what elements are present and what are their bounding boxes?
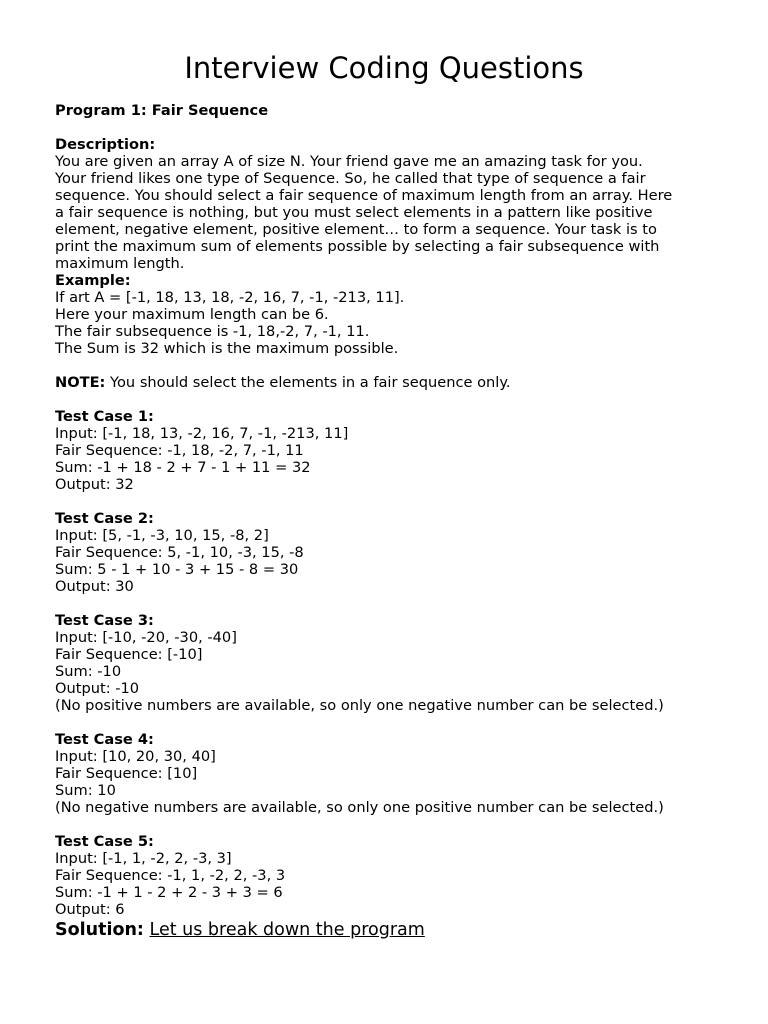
test-case-line: (No positive numbers are available, so only one negative number can be selected.) bbox=[55, 697, 664, 714]
test-case-5 bbox=[55, 833, 735, 918]
test-case-line: Input: [-1, 1, -2, 2, -3, 3] bbox=[55, 850, 232, 867]
test-case-4 bbox=[55, 731, 735, 816]
solution-label: Solution: bbox=[55, 920, 144, 940]
document-body bbox=[55, 102, 735, 941]
test-case-label: Test Case 3: bbox=[55, 612, 154, 629]
note-text: You should select the elements in a fair sequence only. bbox=[105, 374, 511, 391]
test-case-line: Sum: 10 bbox=[55, 782, 116, 799]
description-line: element, negative element, positive element… to form a sequence. Your task is to bbox=[55, 221, 657, 238]
test-case-label: Test Case 4: bbox=[55, 731, 154, 748]
description-line: sequence. You should select a fair sequence of maximum length from an array. Here bbox=[55, 187, 673, 204]
test-case-label: Test Case 2: bbox=[55, 510, 154, 527]
description-line: maximum length. bbox=[55, 255, 185, 272]
test-case-line: Fair Sequence: 5, -1, 10, -3, 15, -8 bbox=[55, 544, 304, 561]
spacer bbox=[55, 714, 735, 731]
spacer bbox=[55, 493, 735, 510]
test-case-line: Sum: -1 + 1 - 2 + 2 - 3 + 3 = 6 bbox=[55, 884, 283, 901]
spacer bbox=[55, 391, 735, 408]
test-case-line: Output: -10 bbox=[55, 680, 140, 697]
description-line: Your friend likes one type of Sequence. So, he called that type of sequence a fair bbox=[55, 170, 646, 187]
page-title: Interview Coding Questions bbox=[184, 51, 584, 85]
description-line: print the maximum sum of elements possible by selecting a fair subsequence with bbox=[55, 238, 660, 255]
test-case-1 bbox=[55, 408, 735, 493]
test-case-line: (No negative numbers are available, so only one positive number can be selected.) bbox=[55, 799, 664, 816]
test-case-label: Test Case 1: bbox=[55, 408, 154, 425]
solution-link[interactable]: Let us break down the program bbox=[149, 920, 425, 940]
example-line: Here your maximum length can be 6. bbox=[55, 306, 329, 323]
note bbox=[55, 374, 735, 391]
test-case-3 bbox=[55, 612, 735, 714]
description-label: Description: bbox=[55, 136, 156, 153]
test-case-line: Output: 30 bbox=[55, 578, 134, 595]
test-case-2 bbox=[55, 510, 735, 595]
description-line: a fair sequence is nothing, but you must select elements in a pattern like positive bbox=[55, 204, 653, 221]
example-line: If art A = [-1, 18, 13, 18, -2, 16, 7, -1, -213, 11]. bbox=[55, 289, 405, 306]
spacer bbox=[55, 816, 735, 833]
example-label: Example: bbox=[55, 272, 131, 289]
test-case-label: Test Case 5: bbox=[55, 833, 154, 850]
test-case-line: Output: 6 bbox=[55, 901, 125, 918]
solution bbox=[55, 919, 735, 941]
spacer bbox=[55, 595, 735, 612]
description-section bbox=[55, 136, 735, 272]
test-case-line: Output: 32 bbox=[55, 476, 134, 493]
test-case-line: Sum: -10 bbox=[55, 663, 122, 680]
description-line: You are given an array A of size N. Your friend gave me an amazing task for you. bbox=[55, 153, 643, 170]
test-case-line: Input: [10, 20, 30, 40] bbox=[55, 748, 216, 765]
test-case-line: Fair Sequence: -1, 18, -2, 7, -1, 11 bbox=[55, 442, 304, 459]
test-case-line: Fair Sequence: [10] bbox=[55, 765, 198, 782]
test-case-line: Sum: -1 + 18 - 2 + 7 - 1 + 11 = 32 bbox=[55, 459, 311, 476]
program-heading: Program 1: Fair Sequence bbox=[55, 102, 269, 119]
note-label: NOTE: bbox=[55, 374, 106, 391]
test-case-line: Fair Sequence: -1, 1, -2, 2, -3, 3 bbox=[55, 867, 286, 884]
example-line: The Sum is 32 which is the maximum possible. bbox=[55, 340, 399, 357]
spacer bbox=[55, 119, 735, 136]
test-case-line: Input: [-1, 18, 13, -2, 16, 7, -1, -213, 11] bbox=[55, 425, 349, 442]
test-case-line: Fair Sequence: [-10] bbox=[55, 646, 203, 663]
spacer bbox=[55, 357, 735, 374]
example-section bbox=[55, 272, 735, 357]
test-case-line: Input: [-10, -20, -30, -40] bbox=[55, 629, 237, 646]
test-case-line: Input: [5, -1, -3, 10, 15, -8, 2] bbox=[55, 527, 269, 544]
example-line: The fair subsequence is -1, 18,-2, 7, -1, 11. bbox=[55, 323, 370, 340]
test-case-line: Sum: 5 - 1 + 10 - 3 + 15 - 8 = 30 bbox=[55, 561, 299, 578]
